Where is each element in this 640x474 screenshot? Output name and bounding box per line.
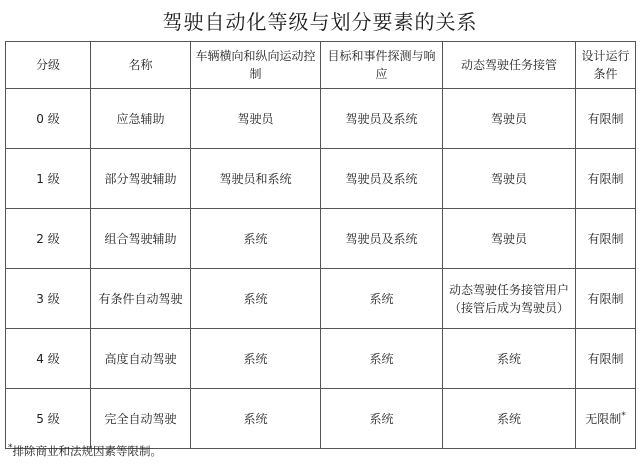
cell-conditions xyxy=(576,149,636,209)
cell-takeover: 驾驶员 xyxy=(443,89,576,149)
cell-detection-response: 驾驶员及系统 xyxy=(321,149,443,209)
cell-detection-response: 系统 xyxy=(321,329,443,389)
cell-detection-response: 驾驶员及系统 xyxy=(321,209,443,269)
cell-motion-control: 系统 xyxy=(191,269,321,329)
cell-name: 应急辅助 xyxy=(91,89,191,149)
cell-takeover: 动态驾驶任务接管用户（接管后成为驾驶员） xyxy=(443,269,576,329)
table-row xyxy=(6,329,636,389)
table-row xyxy=(6,209,636,269)
cell-level: 3 级 xyxy=(6,269,91,329)
conditions-text: 有限制 xyxy=(587,111,624,126)
header-detection-response: 目标和事件探测与响应 xyxy=(321,42,443,89)
cell-name: 有条件自动驾驶 xyxy=(91,269,191,329)
cell-motion-control: 驾驶员 xyxy=(191,89,321,149)
cell-conditions xyxy=(576,389,636,449)
cell-conditions xyxy=(576,89,636,149)
cell-motion-control: 系统 xyxy=(191,389,321,449)
cell-level: 2 级 xyxy=(6,209,91,269)
conditions-text: 无限制 xyxy=(585,411,622,426)
cell-motion-control: 系统 xyxy=(191,209,321,269)
footnote-mark: * xyxy=(8,443,13,454)
cell-name: 组合驾驶辅助 xyxy=(91,209,191,269)
cell-detection-response: 系统 xyxy=(321,389,443,449)
automation-levels-table xyxy=(5,41,636,449)
header-motion-control: 车辆横向和纵向运动控制 xyxy=(191,42,321,89)
footnote xyxy=(8,443,162,459)
cell-conditions xyxy=(576,269,636,329)
cell-detection-response: 驾驶员及系统 xyxy=(321,89,443,149)
cell-level: 1 级 xyxy=(6,149,91,209)
table-row xyxy=(6,149,636,209)
header-conditions: 设计运行条件 xyxy=(576,42,636,89)
page-title: 驾驶自动化等级与划分要素的关系 xyxy=(162,10,478,34)
conditions-mark: * xyxy=(621,410,626,421)
conditions-text: 有限制 xyxy=(587,351,624,366)
table-row xyxy=(6,89,636,149)
cell-conditions xyxy=(576,329,636,389)
cell-motion-control: 系统 xyxy=(191,329,321,389)
cell-takeover: 系统 xyxy=(443,329,576,389)
cell-level: 0 级 xyxy=(6,89,91,149)
cell-name: 高度自动驾驶 xyxy=(91,329,191,389)
footnote-text: 排除商业和法规因素等限制。 xyxy=(12,444,162,458)
conditions-text: 有限制 xyxy=(587,171,624,186)
header-name: 名称 xyxy=(91,42,191,89)
table-row xyxy=(6,269,636,329)
cell-level: 4 级 xyxy=(6,329,91,389)
cell-name: 部分驾驶辅助 xyxy=(91,149,191,209)
table-row xyxy=(6,389,636,449)
header-level: 分级 xyxy=(6,42,91,89)
cell-detection-response: 系统 xyxy=(321,269,443,329)
header-takeover: 动态驾驶任务接管 xyxy=(443,42,576,89)
table-header-row xyxy=(6,42,636,89)
cell-takeover: 驾驶员 xyxy=(443,209,576,269)
conditions-text: 有限制 xyxy=(587,291,624,306)
cell-conditions xyxy=(576,209,636,269)
cell-name: 完全自动驾驶 xyxy=(91,389,191,449)
cell-motion-control: 驾驶员和系统 xyxy=(191,149,321,209)
cell-takeover: 系统 xyxy=(443,389,576,449)
conditions-text: 有限制 xyxy=(587,231,624,246)
cell-takeover: 驾驶员 xyxy=(443,149,576,209)
cell-level: 5 级 xyxy=(6,389,91,449)
